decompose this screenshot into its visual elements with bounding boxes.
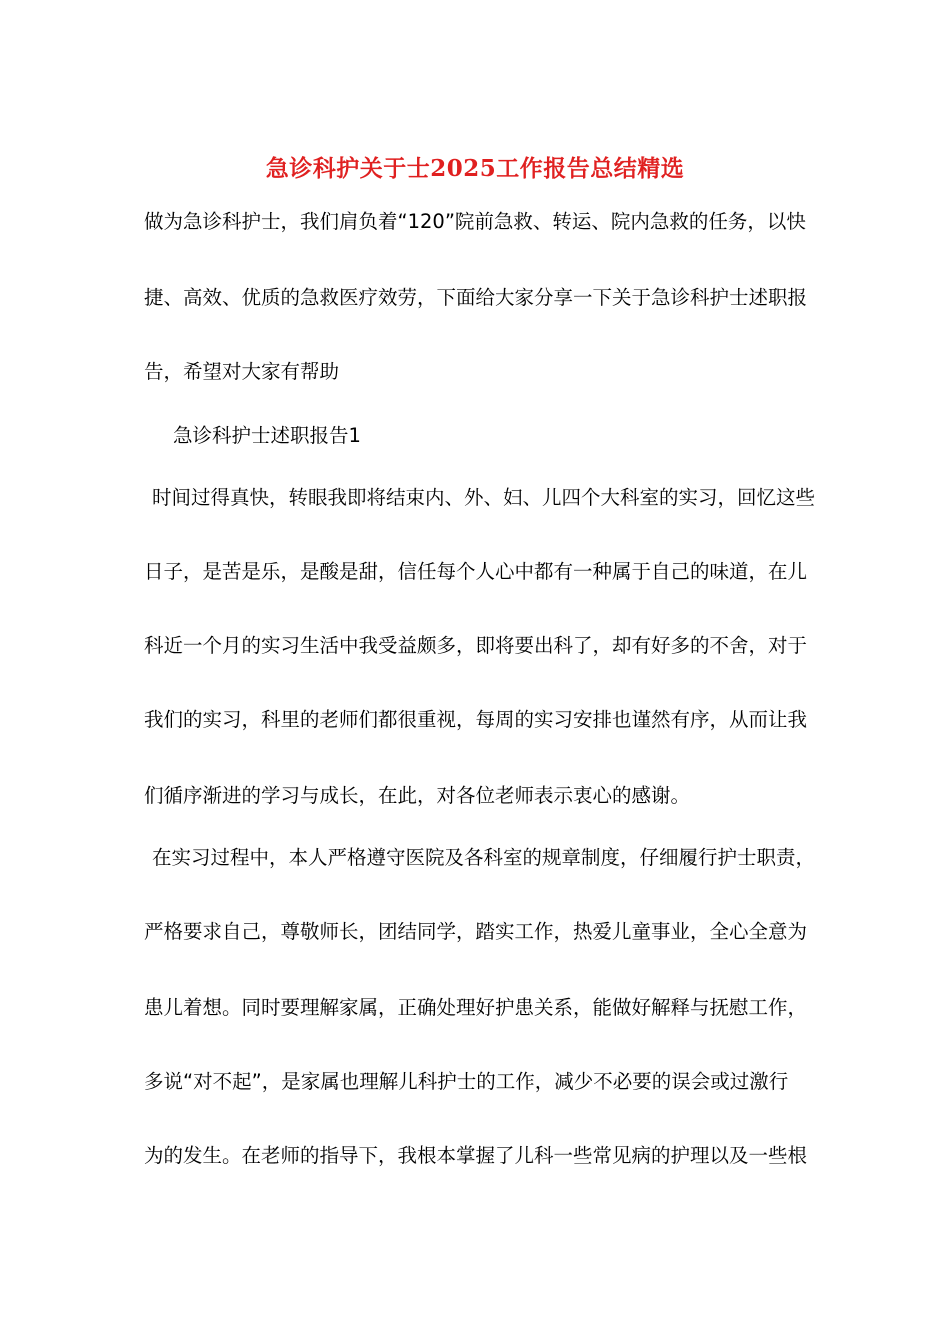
paragraph2-line-1: 在实习过程中，本人严格遵守医院及各科室的规章制度，仔细履行护士职责， (152, 846, 816, 869)
paragraph1-line-1: 时间过得真快，转眼我即将结束内、外、妇、儿四个大科室的实习，回忆这些 (152, 486, 816, 509)
intro-line-1: 做为急诊科护士，我们肩负着“120”院前急救、转运、院内急救的任务，以快 (144, 210, 806, 233)
section-heading: 急诊科护士述职报告1 (173, 424, 361, 447)
paragraph2-line-4: 多说“对不起”，是家属也理解儿科护士的工作，减少不必要的误会或过激行 (144, 1070, 789, 1093)
intro-line-2: 捷、高效、优质的急救医疗效劳，下面给大家分享一下关于急诊科护士述职报 (144, 286, 808, 309)
paragraph1-line-5: 们循序渐进的学习与成长，在此，对各位老师表示衷心的感谢。 (144, 784, 691, 807)
intro-line-3: 告，希望对大家有帮助 (144, 360, 340, 383)
document-title: 急诊科护关于士2025工作报告总结精选 (265, 155, 685, 182)
paragraph1-line-3: 科近一个月的实习生活中我受益颇多，即将要出科了，却有好多的不舍，对于 (144, 634, 808, 657)
paragraph1-line-2: 日子，是苦是乐，是酸是甜，信任每个人心中都有一种属于自己的味道，在儿 (144, 560, 808, 583)
paragraph2-line-5: 为的发生。在老师的指导下，我根本掌握了儿科一些常见病的护理以及一些根 (144, 1144, 808, 1167)
paragraph2-line-2: 严格要求自己，尊敬师长，团结同学，踏实工作，热爱儿童事业，全心全意为 (144, 920, 808, 943)
paragraph2-line-3: 患儿着想。同时要理解家属，正确处理好护患关系，能做好解释与抚慰工作， (144, 996, 808, 1019)
paragraph1-line-4: 我们的实习，科里的老师们都很重视，每周的实习安排也谨然有序，从而让我 (144, 708, 808, 731)
